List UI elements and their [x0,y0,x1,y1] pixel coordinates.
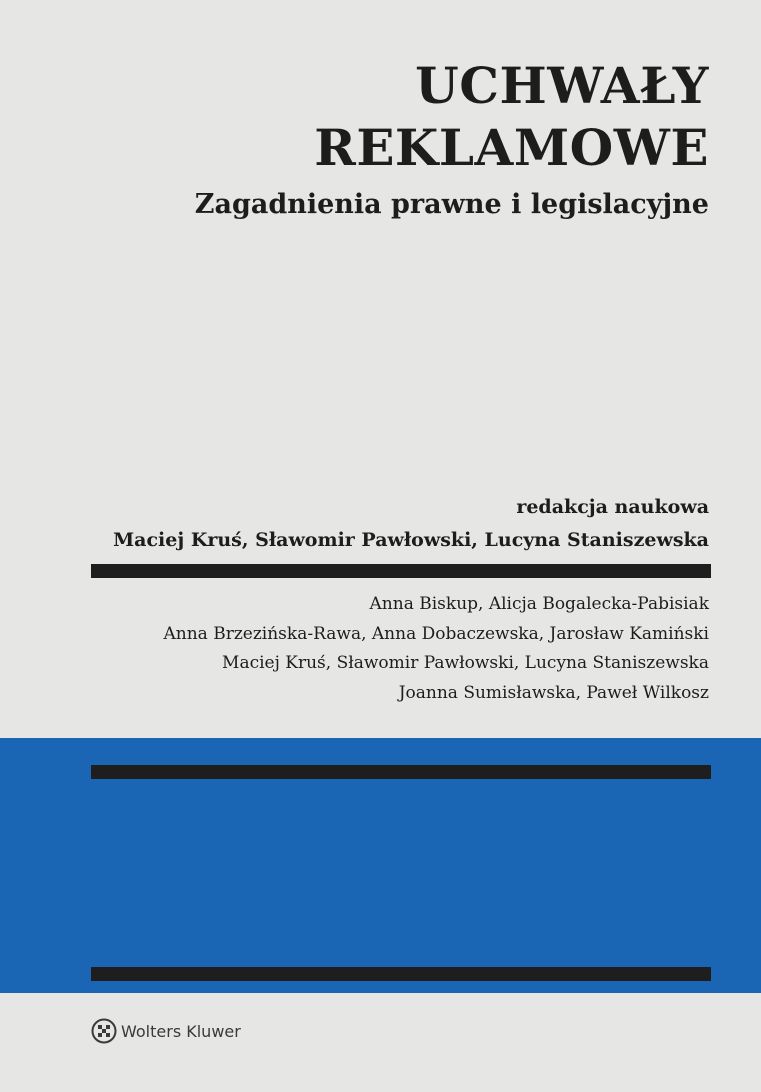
book-subtitle: Zagadnienia prawne i legislacyjne [194,189,709,220]
authors-line: Maciej Kruś, Sławomir Pawłowski, Lucyna Staniszewska [222,653,709,673]
title-line-1: UCHWAŁY [415,56,709,115]
divider-bar-middle [91,765,711,779]
divider-bar-bottom [91,967,711,981]
divider-bar-top [91,564,711,578]
editors-names: Maciej Kruś, Sławomir Pawłowski, Lucyna Staniszewska [113,529,709,551]
authors-line: Anna Brzezińska-Rawa, Anna Dobaczewska, Jarosław Kamiński [163,623,709,644]
book-title [314,55,709,179]
title-line-2: REKLAMOWE [314,118,709,177]
publisher-logo [91,1017,241,1045]
editors-label: redakcja naukowa [516,496,709,518]
wolters-kluwer-logo-icon [91,1018,117,1044]
authors-list [163,590,709,708]
publisher-name: Wolters Kluwer [121,1021,241,1041]
authors-line: Joanna Sumisławska, Paweł Wilkosz [398,682,709,703]
authors-line: Anna Biskup, Alicja Bogalecka-Pabisiak [369,594,709,614]
